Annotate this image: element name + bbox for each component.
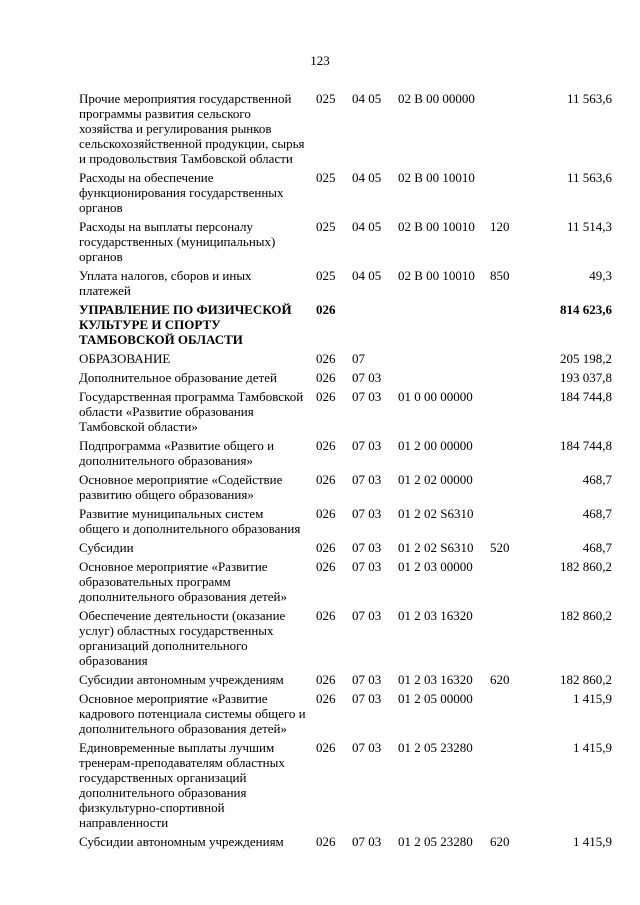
row-vedom-code: 026 [316,370,336,385]
row-section-code: 07 03 [352,506,382,521]
row-section-code: 07 03 [352,389,382,404]
row-name: Государственная программа Тамбовской области «Развитие образования Тамбовской области» [79,389,304,434]
table-row [79,559,612,604]
table-row [79,608,612,668]
row-expense-type-code: 620 [490,834,510,849]
row-section-code: 07 03 [352,438,382,453]
row-vedom-code: 025 [316,219,336,234]
row-amount: 193 037,8 [560,370,612,385]
row-section-code: 07 03 [352,608,382,623]
row-vedom-code: 026 [316,389,336,404]
row-name: Единовременные выплаты лучшим тренерам-преподавателям областных государственных организаций дополнительного образования физкультурно-спортивной направленности [79,740,285,830]
row-vedom-code: 026 [316,608,336,623]
row-vedom-code: 025 [316,170,336,185]
row-name: Расходы на обеспечение функционирования государственных органов [79,170,284,215]
row-amount: 11 514,3 [566,219,612,234]
row-amount: 182 860,2 [560,672,612,687]
row-section-code: 07 03 [352,834,382,849]
row-vedom-code: 026 [316,834,336,849]
table-row [79,302,612,347]
table-row [79,472,612,502]
row-name: Основное мероприятие «Содействие развитию общего образования» [79,472,283,502]
row-name: Дополнительное образование детей [79,370,277,385]
row-vedom-code: 026 [316,472,336,487]
row-target-article-code: 01 2 05 23280 [398,834,473,849]
row-vedom-code: 026 [316,740,336,755]
row-section-code: 07 03 [352,370,382,385]
table-row [79,438,612,468]
row-section-code: 04 05 [352,268,382,283]
row-section-code: 07 03 [352,559,382,574]
row-section-code: 07 [352,351,365,366]
row-name: Уплата налогов, сборов и иных платежей [79,268,252,298]
row-section-code: 04 05 [352,170,382,185]
table-row [79,672,612,687]
row-vedom-code: 026 [316,540,336,555]
row-expense-type-code: 120 [490,219,510,234]
table-row [79,351,612,366]
row-name: Развитие муниципальных систем общего и дополнительного образования [79,506,301,536]
row-vedom-code: 025 [316,268,336,283]
row-amount: 11 563,6 [566,91,612,106]
row-target-article-code: 01 2 02 S6310 [398,506,474,521]
row-target-article-code: 01 2 05 00000 [398,691,473,706]
row-section-code: 07 03 [352,691,382,706]
row-amount: 49,3 [589,268,612,283]
row-vedom-code: 026 [316,506,336,521]
row-amount: 1 415,9 [573,691,612,706]
row-name: Прочие мероприятия государственной программы развития сельского хозяйства и регулирования рынков сельскохозяйственной продукции, сырья и продовольствия Тамбовской области [79,91,305,166]
row-target-article-code: 02 В 00 10010 [398,170,475,185]
row-amount: 184 744,8 [560,389,612,404]
row-name: Субсидии автономным учреждениям [79,672,284,687]
table-row [79,540,612,555]
row-name: Субсидии автономным учреждениям [79,834,284,849]
budget-table [79,91,612,853]
row-vedom-code: 026 [316,672,336,687]
row-target-article-code: 02 В 00 10010 [398,268,475,283]
row-name: ОБРАЗОВАНИЕ [79,351,171,366]
table-row [79,91,612,166]
row-amount: 1 415,9 [573,834,612,849]
row-target-article-code: 01 2 03 16320 [398,608,473,623]
row-name: Основное мероприятие «Развитие образовательных программ дополнительного образования детей» [79,559,287,604]
row-expense-type-code: 520 [490,540,510,555]
row-target-article-code: 01 2 03 16320 [398,672,473,687]
row-section-code: 04 05 [352,91,382,106]
table-row [79,268,612,298]
row-vedom-code: 026 [316,438,336,453]
row-target-article-code: 01 0 00 00000 [398,389,473,404]
table-row [79,170,612,215]
row-name: Субсидии [79,540,134,555]
row-vedom-code: 026 [316,559,336,574]
row-vedom-code: 026 [316,351,336,366]
row-amount: 182 860,2 [560,608,612,623]
row-expense-type-code: 850 [490,268,510,283]
row-amount: 184 744,8 [560,438,612,453]
row-expense-type-code: 620 [490,672,510,687]
row-vedom-code: 025 [316,91,336,106]
row-section-code: 07 03 [352,540,382,555]
table-row [79,370,612,385]
row-section-code: 07 03 [352,472,382,487]
row-target-article-code: 01 2 03 00000 [398,559,473,574]
row-section-code: 04 05 [352,219,382,234]
table-row [79,219,612,264]
table-row [79,740,612,830]
row-amount: 1 415,9 [573,740,612,755]
row-vedom-code: 026 [316,691,336,706]
table-row [79,389,612,434]
row-section-code: 07 03 [352,740,382,755]
row-target-article-code: 01 2 00 00000 [398,438,473,453]
table-row [79,834,612,849]
row-target-article-code: 02 В 00 10010 [398,219,475,234]
table-row [79,506,612,536]
row-target-article-code: 01 2 05 23280 [398,740,473,755]
row-amount: 468,7 [582,472,612,487]
row-name: Основное мероприятие «Развитие кадрового потенциала системы общего и дополнительного образования детей» [79,691,306,736]
row-name: УПРАВЛЕНИЕ ПО ФИЗИЧЕСКОЙ КУЛЬТУРЕ И СПОРТУ ТАМБОВСКОЙ ОБЛАСТИ [79,302,292,347]
row-target-article-code: 01 2 02 00000 [398,472,473,487]
row-name: Обеспечение деятельности (оказание услуг) областных государственных организаций дополнительного образования [79,608,286,668]
row-amount: 205 198,2 [560,351,612,366]
table-row [79,691,612,736]
row-name: Расходы на выплаты персоналу государственных (муниципальных) органов [79,219,276,264]
row-section-code: 07 03 [352,672,382,687]
row-amount: 814 623,6 [560,302,612,317]
row-vedom-code: 026 [316,302,336,317]
row-amount: 11 563,6 [566,170,612,185]
row-target-article-code: 02 В 00 00000 [398,91,475,106]
row-target-article-code: 01 2 02 S6310 [398,540,474,555]
page-number: 123 [310,53,330,68]
row-amount: 468,7 [582,540,612,555]
row-amount: 182 860,2 [560,559,612,574]
row-amount: 468,7 [582,506,612,521]
row-name: Подпрограмма «Развитие общего и дополнительного образования» [79,438,275,468]
